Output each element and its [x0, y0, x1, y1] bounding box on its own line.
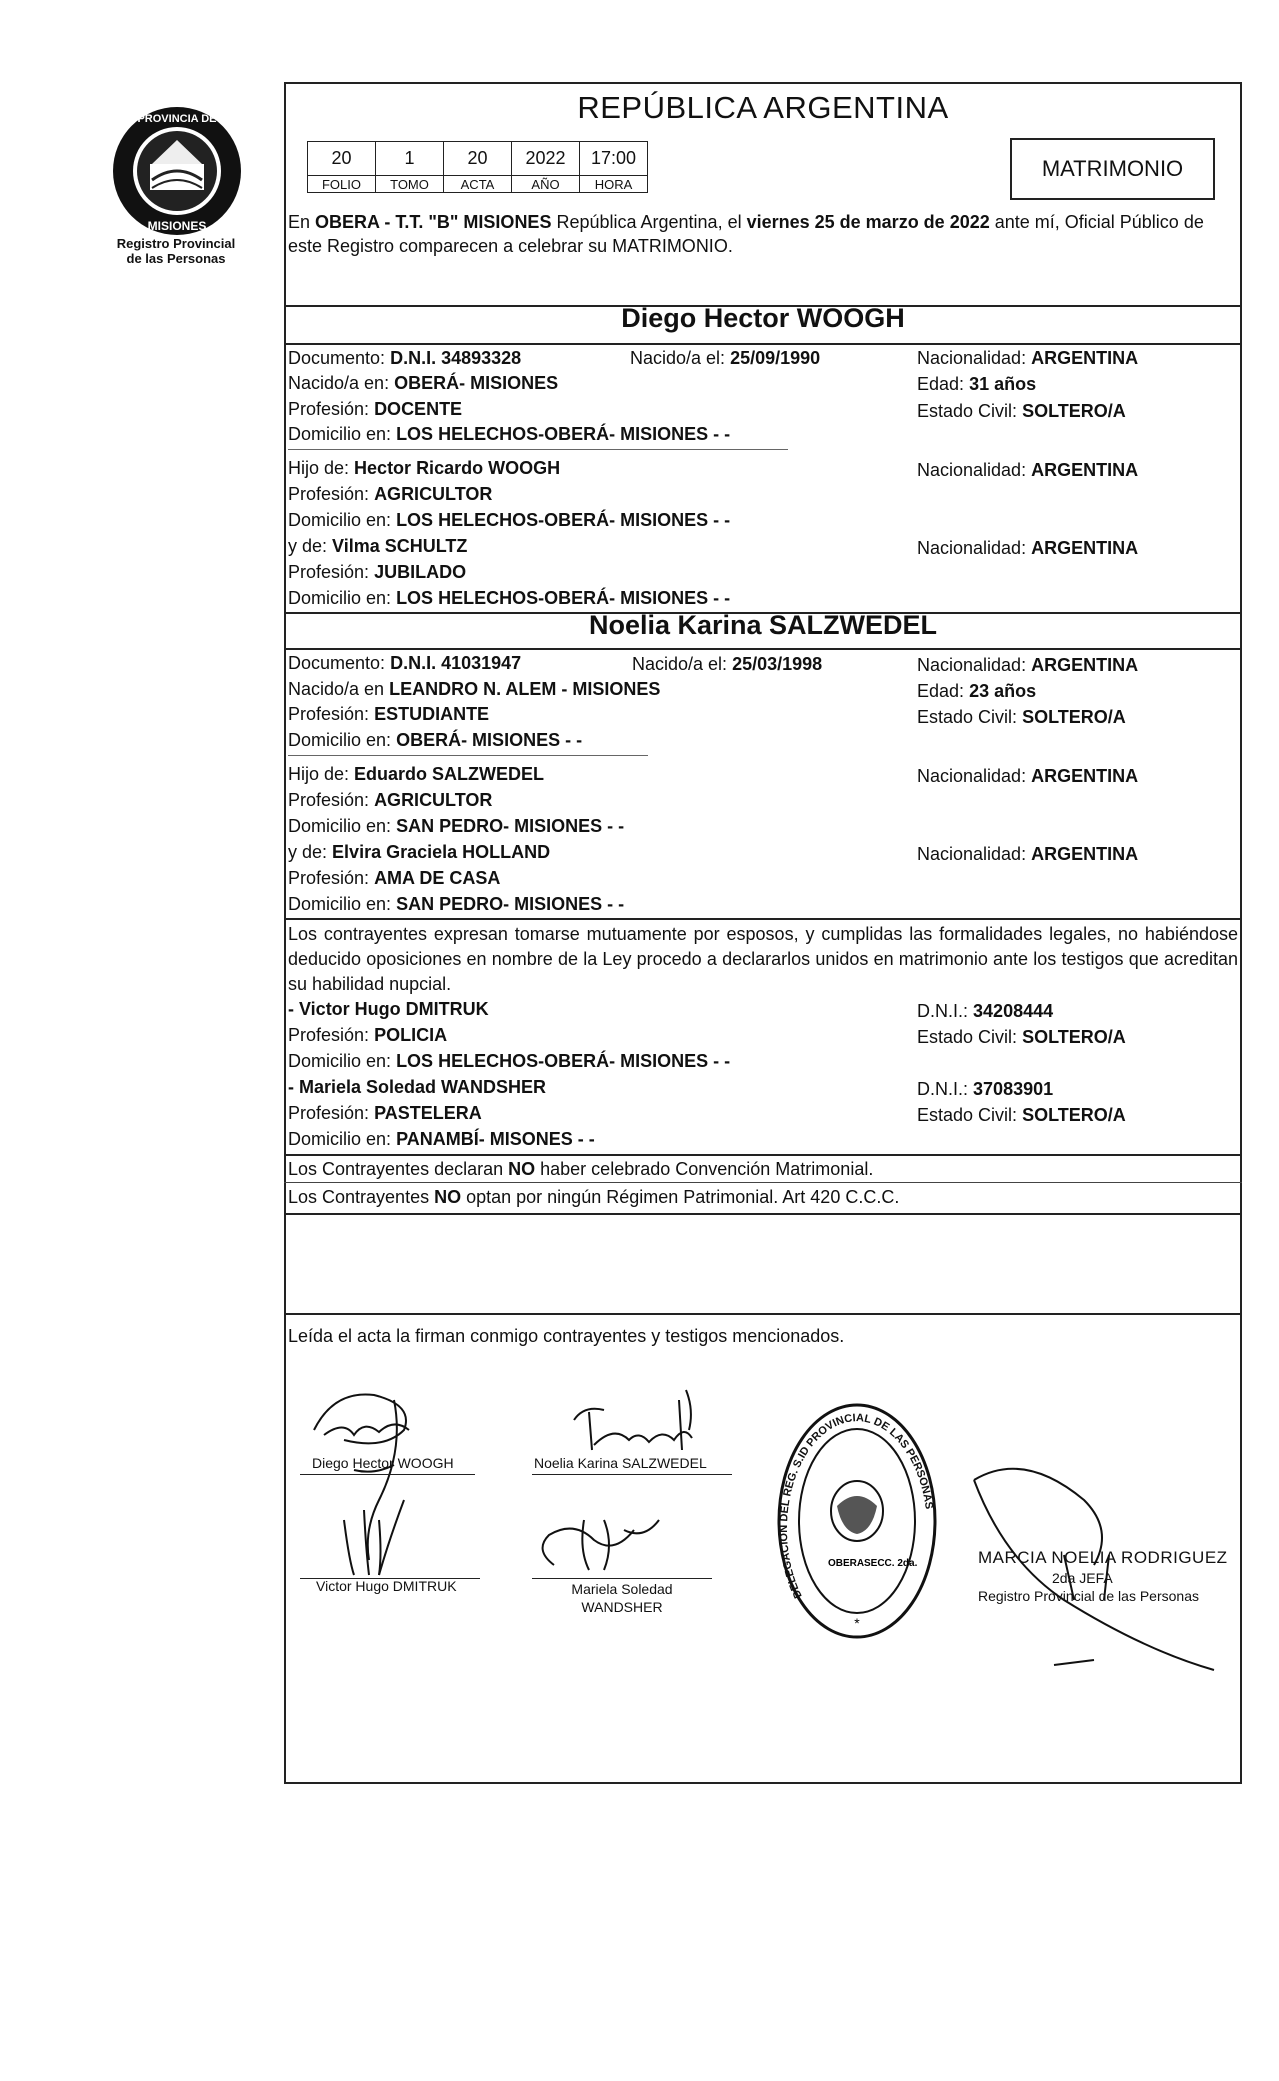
groom-nationality: Nacionalidad: ARGENTINA — [917, 348, 1139, 368]
anio-value: 2022 — [512, 142, 580, 176]
logo-ring-bottom: MISIONES — [147, 219, 207, 233]
witness2-signature-label: Mariela Soledad WANDSHER — [571, 1581, 673, 1615]
bride-father: Hijo de: Eduardo SALZWEDEL — [288, 764, 545, 784]
official-role: 2da JEFA — [1052, 1570, 1113, 1586]
convention-line2: Los Contrayentes NO optan por ningún Régimen Patrimonial. Art 420 C.C.C. — [288, 1187, 900, 1207]
witness1-civil-status: Estado Civil: SOLTERO/A — [917, 1027, 1126, 1047]
bride-document: Documento: D.N.I. 41031947 — [288, 653, 522, 673]
logo-caption-line1: Registro Provincial — [116, 236, 236, 251]
groom-father: Hijo de: Hector Ricardo WOOGH — [288, 458, 561, 478]
intro-paragraph — [288, 210, 1238, 258]
acta-label: ACTA — [444, 176, 512, 193]
groom-mother-address: Domicilio en: LOS HELECHOS-OBERÁ- MISIONES - - — [288, 588, 731, 608]
groom-father-profession: Profesión: AGRICULTOR — [288, 484, 493, 504]
official-office: Registro Provincial de las Personas — [978, 1588, 1199, 1604]
groom-father-address: Domicilio en: LOS HELECHOS-OBERÁ- MISIONES - - — [288, 510, 731, 530]
intro-text-1: En — [288, 212, 316, 232]
bride-profession: Profesión: ESTUDIANTE — [288, 704, 490, 724]
page-title: REPÚBLICA ARGENTINA — [577, 90, 949, 125]
groom-signature — [314, 1394, 409, 1560]
logo-caption-line2: de las Personas — [126, 251, 226, 266]
groom-mother: y de: Vilma SCHULTZ — [288, 536, 468, 556]
witness2-civil-status: Estado Civil: SOLTERO/A — [917, 1105, 1126, 1125]
witness2-profession: Profesión: PASTELERA — [288, 1103, 482, 1123]
witness1-signature-label: Victor Hugo DMITRUK — [316, 1578, 457, 1594]
groom-civil-status: Estado Civil: SOLTERO/A — [917, 401, 1126, 421]
bride-mother: y de: Elvira Graciela HOLLAND — [288, 842, 551, 862]
witness2-name: - Mariela Soledad WANDSHER — [288, 1077, 547, 1097]
bride-father-nationality: Nacionalidad: ARGENTINA — [917, 766, 1139, 786]
groom-mother-nationality: Nacionalidad: ARGENTINA — [917, 538, 1139, 558]
bride-address: Domicilio en: OBERÁ- MISIONES - - — [288, 730, 583, 750]
folio-label: FOLIO — [308, 176, 376, 193]
groom-born-on: Nacido/a el: 25/09/1990 — [630, 348, 821, 368]
registry-stamp — [772, 1396, 942, 1646]
groom-born-in: Nacido/a en: OBERÁ- MISIONES — [288, 373, 559, 393]
groom-document: Documento: D.N.I. 34893328 — [288, 348, 522, 368]
groom-signature-label: Diego Hector WOOGH — [312, 1455, 454, 1471]
hora-label: HORA — [580, 176, 648, 193]
logo-caption — [96, 236, 256, 266]
bride-name: Noelia Karina SALZWEDEL — [588, 610, 938, 640]
svg-text:*: * — [854, 1615, 860, 1631]
tomo-label: TOMO — [376, 176, 444, 193]
groom-name: Diego Hector WOOGH — [621, 303, 905, 333]
tomo-value: 1 — [376, 142, 444, 176]
bride-father-profession: Profesión: AGRICULTOR — [288, 790, 493, 810]
groom-mother-profession: Profesión: JUBILADO — [288, 562, 467, 582]
witness1-profession: Profesión: POLICIA — [288, 1025, 448, 1045]
intro-text-3: ante mí, Oficial Público de este Registro comparecen a celebrar su MATRIMONIO. — [288, 212, 1204, 256]
anio-label: AÑO — [512, 176, 580, 193]
witness1-address: Domicilio en: LOS HELECHOS-OBERÁ- MISIONES - - — [288, 1051, 731, 1071]
closing-statement: Leída el acta la firman conmigo contrayentes y testigos mencionados. — [288, 1326, 845, 1346]
convention-line1: Los Contrayentes declaran NO haber celebrado Convención Matrimonial. — [288, 1159, 874, 1179]
stamp-center-right: SECC. 2da. — [864, 1558, 918, 1569]
record-type-box: MATRIMONIO — [1010, 138, 1215, 200]
bride-civil-status: Estado Civil: SOLTERO/A — [917, 707, 1126, 727]
bride-signature-label: Noelia Karina SALZWEDEL — [534, 1455, 707, 1471]
intro-text-2: República Argentina, el — [551, 212, 747, 232]
bride-father-address: Domicilio en: SAN PEDRO- MISIONES - - — [288, 816, 625, 836]
logo-ring-top: PROVINCIA DE — [137, 113, 217, 125]
stamp-ring-text: DELEGACION DEL REG. S.ID PROVINCIAL DE LAS PERSONAS — [777, 1412, 935, 1601]
groom-age: Edad: 31 años — [917, 374, 1037, 394]
declaration-paragraph: Los contrayentes expresan tomarse mutuamente por esposos, y cumplidas las formalidades legales, no habiéndose deducido oposiciones en nombre de la Ley procedo a declararlos unidos en matrimonio ante los testigos que acreditan su habilidad nupcial. — [288, 924, 1238, 994]
stamp-center-left: OBERA — [828, 1558, 865, 1569]
witness1-name: - Victor Hugo DMITRUK — [288, 999, 489, 1019]
bride-signature — [574, 1390, 692, 1450]
record-boxes — [307, 141, 648, 193]
bride-mother-address: Domicilio en: SAN PEDRO- MISIONES - - — [288, 894, 625, 914]
groom-profession: Profesión: DOCENTE — [288, 399, 463, 419]
bride-mother-nationality: Nacionalidad: ARGENTINA — [917, 844, 1139, 864]
groom-address: Domicilio en: LOS HELECHOS-OBERÁ- MISIONES - - — [288, 424, 731, 444]
bride-mother-profession: Profesión: AMA DE CASA — [288, 868, 501, 888]
witness2-dni: D.N.I.: 37083901 — [917, 1079, 1054, 1099]
witness1-dni: D.N.I.: 34208444 — [917, 1001, 1054, 1021]
intro-date: viernes 25 de marzo de 2022 — [746, 212, 990, 232]
folio-value: 20 — [308, 142, 376, 176]
intro-place: OBERA - T.T. "B" MISIONES — [315, 212, 552, 232]
bride-age: Edad: 23 años — [917, 681, 1037, 701]
bride-born-in: Nacido/a en LEANDRO N. ALEM - MISIONES — [288, 679, 661, 699]
bride-nationality: Nacionalidad: ARGENTINA — [917, 655, 1139, 675]
official-name: MARCIA NOELIA RODRIGUEZ — [978, 1548, 1228, 1567]
hora-value: 17:00 — [580, 142, 648, 176]
witness2-signature — [543, 1520, 659, 1570]
signatures-area — [284, 1370, 1242, 1700]
bride-born-on: Nacido/a el: 25/03/1998 — [632, 654, 823, 674]
groom-father-nationality: Nacionalidad: ARGENTINA — [917, 460, 1139, 480]
witness2-address: Domicilio en: PANAMBÍ- MISONES - - — [288, 1129, 595, 1149]
acta-value: 20 — [444, 142, 512, 176]
registry-logo — [108, 102, 246, 240]
